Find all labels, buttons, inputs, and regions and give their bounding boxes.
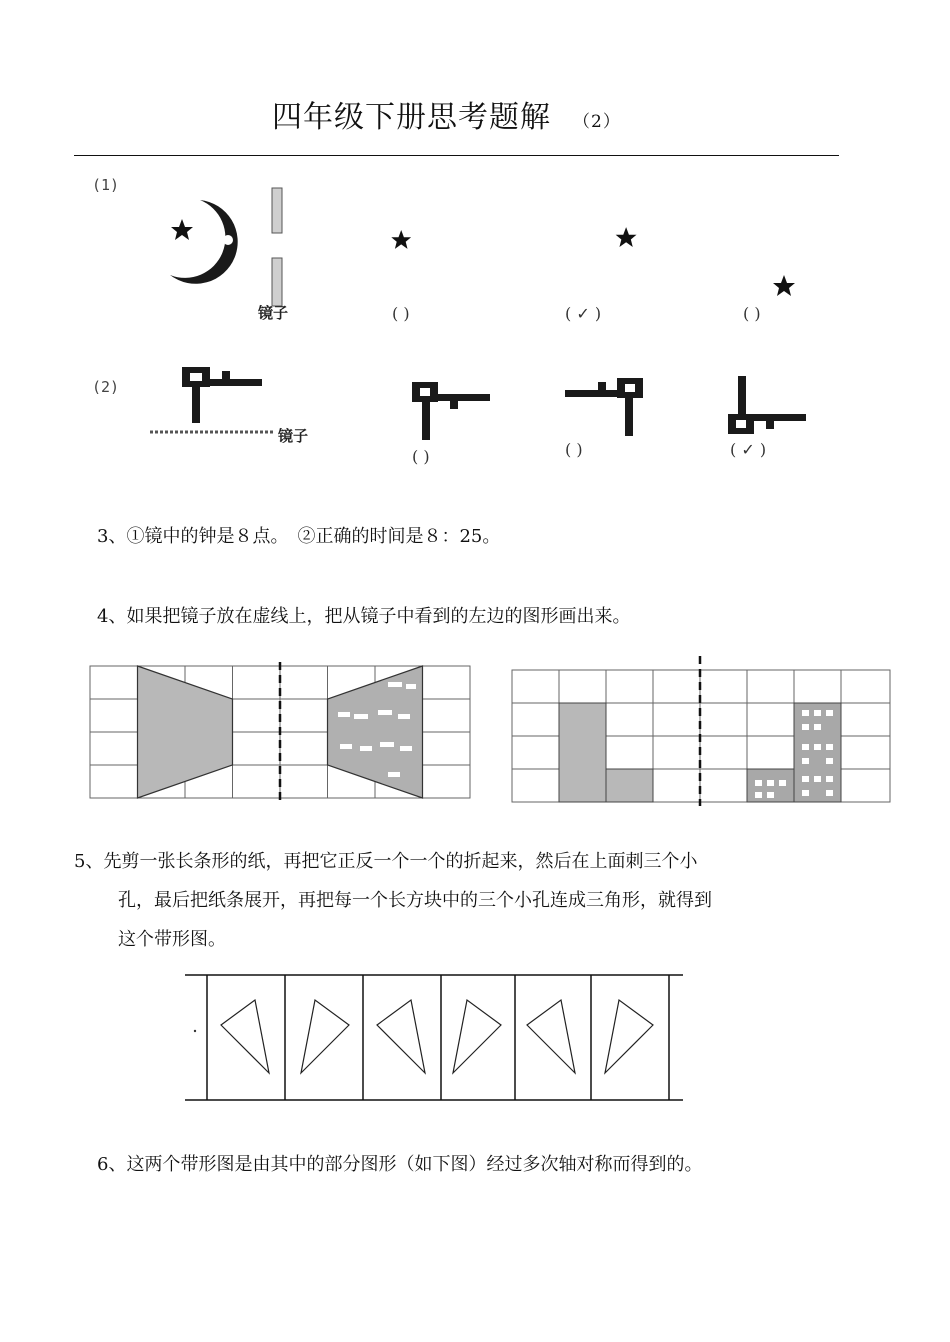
moon-choice-b-mark: ( ✓ ) xyxy=(565,304,602,323)
moon-choice-b xyxy=(552,210,647,305)
key-choice-a-mark: ( ) xyxy=(412,447,430,466)
question-3: 3、①镜中的钟是８点。 ②正确的时间是８：25。 xyxy=(97,526,501,547)
mirror-vertical xyxy=(268,188,288,318)
mirror-grid-rectangles xyxy=(510,656,895,806)
question-5-line-3: 这个带形图。 xyxy=(118,929,226,950)
question-5-line-1: 5、先剪一张长条形的纸，再把它正反一个一个的折起来，然后在上面刺三个小 xyxy=(74,851,698,872)
moon-choice-a xyxy=(385,212,475,302)
moon-original-figure xyxy=(160,195,260,285)
question-6: 6、这两个带形图是由其中的部分图形（如下图）经过多次轴对称而得到的。 xyxy=(97,1154,703,1175)
page-title xyxy=(272,92,621,136)
question-5-line-2: 孔，最后把纸条展开，再把每一个长方块中的三个小孔连成三角形，就得到 xyxy=(118,890,712,911)
question-4: 4、如果把镜子放在虚线上，把从镜子中看到的左边的图形画出来。 xyxy=(97,606,631,627)
title-subtitle: （2） xyxy=(573,112,621,132)
title-text: 四年级下册思考题解 xyxy=(272,100,551,135)
key-choice-b-mark: ( ) xyxy=(565,440,583,459)
part1-tag: (1) xyxy=(92,176,120,194)
title-rule xyxy=(74,155,839,156)
mirror-label-1: 镜子 xyxy=(258,304,289,322)
key-choice-a xyxy=(410,380,495,442)
key-choice-b xyxy=(560,376,645,438)
moon-choice-c-mark: ( ) xyxy=(743,304,761,323)
mirror-grid-triangles xyxy=(88,662,473,802)
moon-choice-c xyxy=(722,215,834,300)
part2-tag: (2) xyxy=(92,378,120,396)
triangle-strip-figure xyxy=(185,970,685,1105)
key-choice-c-mark: ( ✓ ) xyxy=(730,440,767,459)
mirror-horizontal xyxy=(150,428,280,436)
key-original-figure xyxy=(180,365,270,425)
moon-choice-a-mark: ( ) xyxy=(392,304,410,323)
mirror-label-2: 镜子 xyxy=(278,427,309,445)
key-choice-c xyxy=(726,374,811,436)
